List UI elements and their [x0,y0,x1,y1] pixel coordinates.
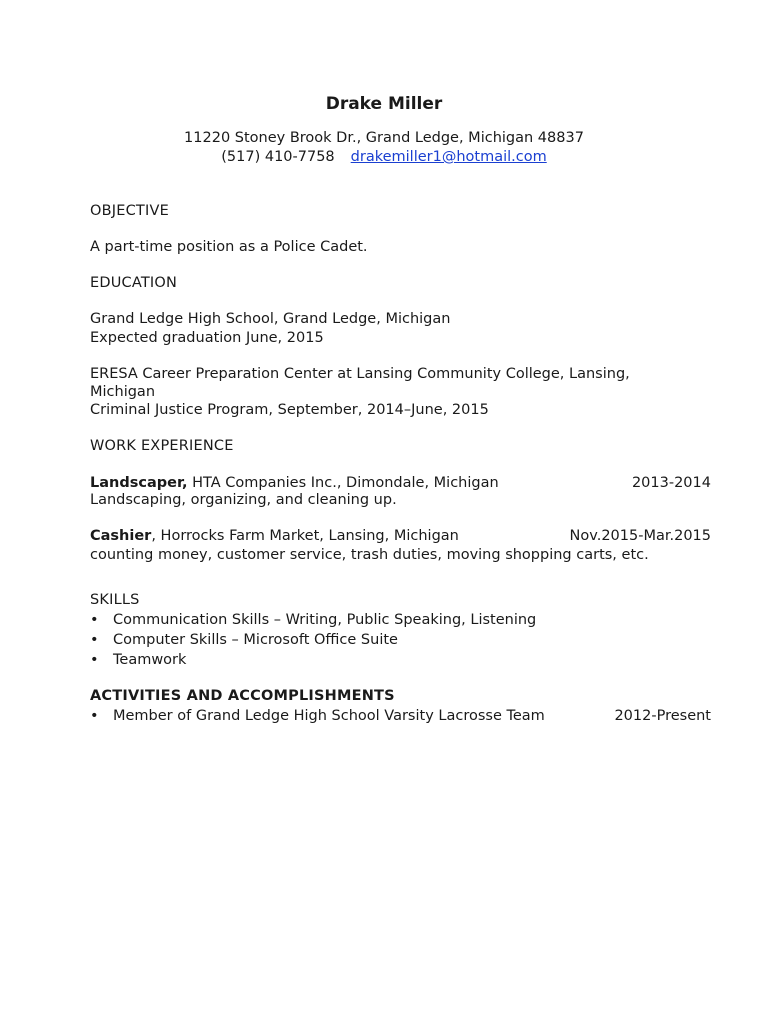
email-link[interactable]: drakemiller1@hotmail.com [350,149,547,165]
address-line [0,129,768,147]
activity-item-1 [0,707,768,727]
job-2-employer: , Horrocks Farm Market, Lansing, Michigan [151,528,459,544]
school2-line1b: Michigan [90,384,156,400]
objective-text: A part-time position as a Police Cadet. [90,239,368,255]
resume-name: Drake Miller [325,94,443,114]
skill-item-3 [0,651,768,671]
job-1-header [90,474,499,492]
objective-heading: OBJECTIVE [90,203,169,219]
job-1-title: Landscaper, [90,475,188,491]
contact-line [0,148,768,166]
bullet-icon: • [90,652,99,668]
activity-text: Member of Grand Ledge High School Varsity Lacrosse Team [113,708,545,724]
address: 11220 Stoney Brook Dr., Grand Ledge, Michigan 48837 [184,130,584,146]
work-heading: WORK EXPERIENCE [90,438,234,454]
skills-heading: SKILLS [90,592,140,608]
skill-text: Computer Skills – Microsoft Office Suite [113,632,398,648]
activity-dates: 2012-Present [614,708,711,724]
skill-item-2 [0,631,768,651]
skill-text: Communication Skills – Writing, Public Speaking, Listening [113,612,537,628]
job-1-employer: HTA Companies Inc., Dimondale, Michigan [187,475,499,491]
job-2-title: Cashier [90,528,152,544]
job-2-header [90,527,459,545]
school2-line2: Criminal Justice Program, September, 2014–June, 2015 [90,402,489,418]
school2-line1: ERESA Career Preparation Center at Lansing Community College, Lansing, [90,366,630,382]
job-2-dates: Nov.2015-Mar.2015 [569,528,711,544]
school1-line1: Grand Ledge High School, Grand Ledge, Michigan [90,311,451,327]
school1-line2: Expected graduation June, 2015 [90,330,324,346]
job-1-dates: 2013-2014 [631,475,711,491]
job-2-description: counting money, customer service, trash duties, moving shopping carts, etc. [90,547,649,563]
bullet-icon: • [90,612,99,628]
activities-heading: ACTIVITIES AND ACCOMPLISHMENTS [90,688,395,704]
job-1-description: Landscaping, organizing, and cleaning up. [90,492,397,508]
phone: (517) 410-7758 [221,149,335,165]
skill-item-1 [0,611,768,631]
skill-text: Teamwork [113,652,187,668]
education-heading: EDUCATION [90,275,178,291]
bullet-icon: • [90,708,99,724]
bullet-icon: • [90,632,99,648]
